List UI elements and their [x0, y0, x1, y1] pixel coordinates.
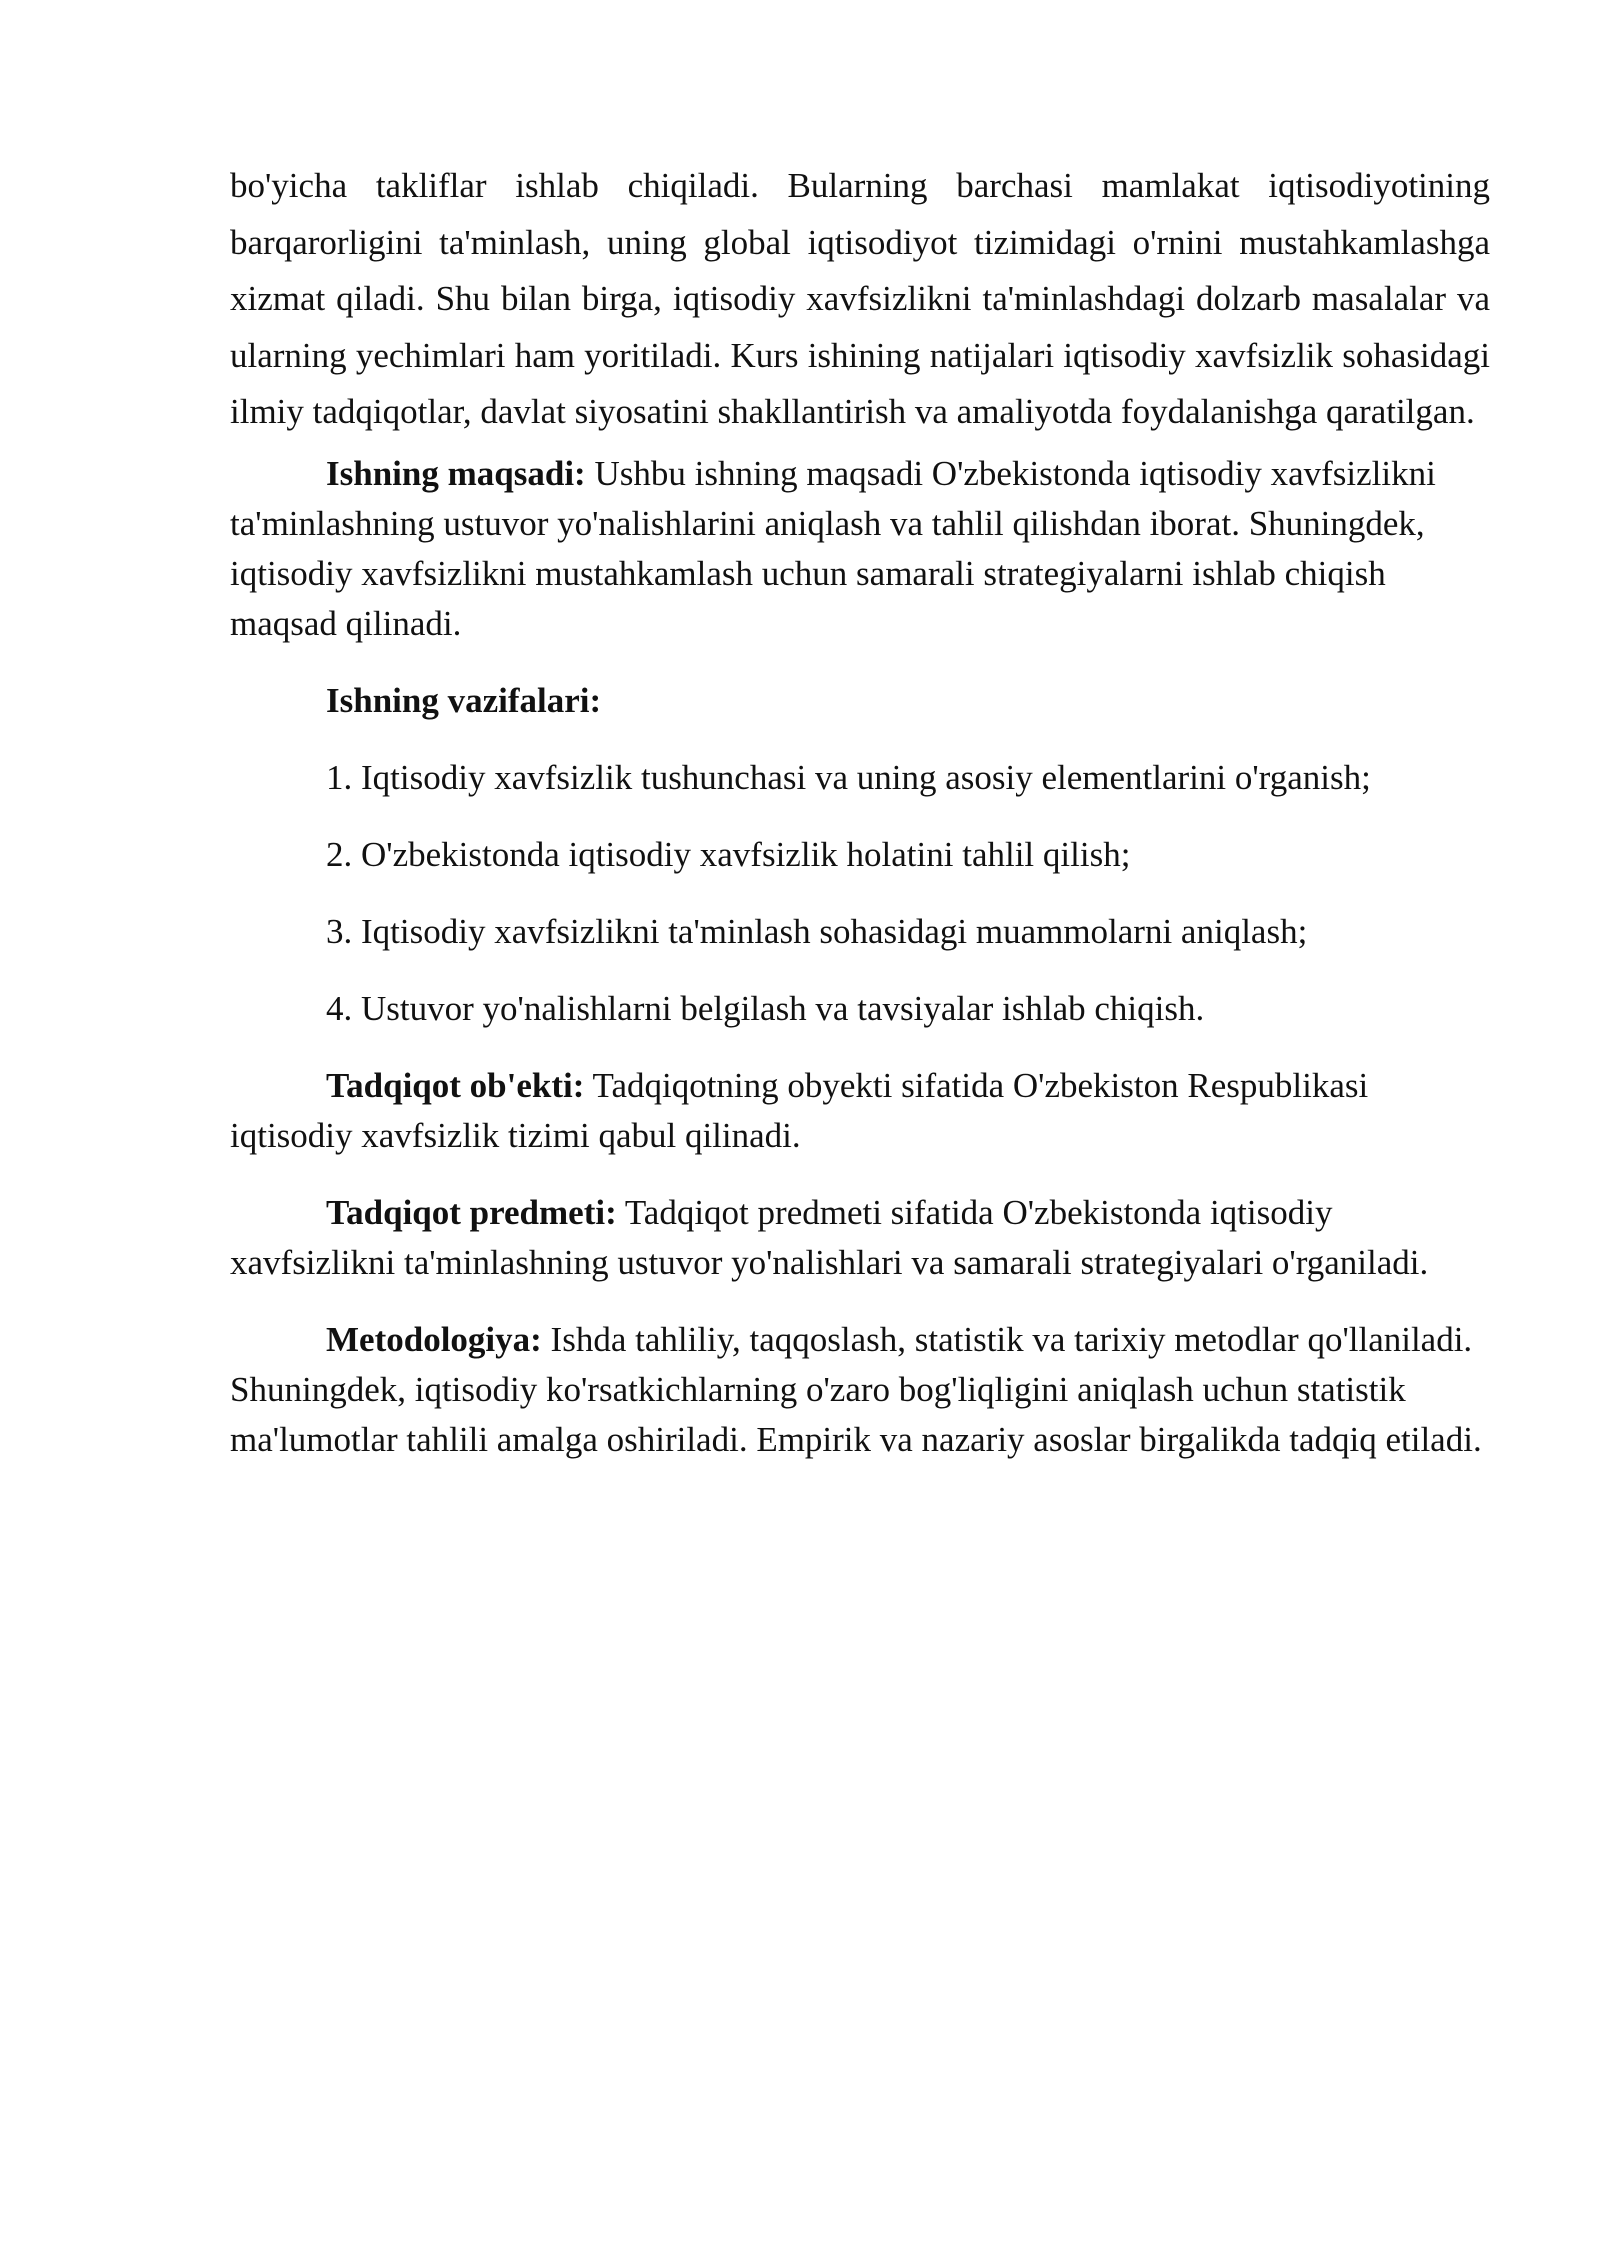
- task-item: 2. O'zbekistonda iqtisodiy xavfsizlik holatini tahlil qilish;: [326, 834, 1131, 874]
- subject-paragraph: [230, 1188, 1490, 1288]
- methodology-text: Ishda tahliliy, taqqoslash, statistik va tarixiy metodlar qo'llaniladi. Shuningdek, iqtisodiy ko'rsatkichlarning o'zaro bog'liqligini aniqlash uchun statistik ma'lumotlar tahlili amalga oshiriladi. Empirik va nazariy asoslar birgalikda tadqiq etiladi.: [230, 1319, 1482, 1459]
- task-item: 1. Iqtisodiy xavfsizlik tushunchasi va uning asosiy elementlarini o'rganish;: [326, 757, 1371, 797]
- goal-paragraph: [230, 449, 1490, 649]
- methodology-label: Metodologiya:: [326, 1319, 542, 1359]
- tasks-label: Ishning vazifalari:: [326, 680, 602, 720]
- intro-paragraph: bo'yicha takliflar ishlab chiqiladi. Bularning barchasi mamlakat iqtisodiyotining barqarorligini ta'minlash, uning global iqtisodiyot tizimidagi o'rnini mustahkamlashga xizmat qiladi. Shu bilan birga, iqtisodiy xavfsizlikni ta'minlashdagi dolzarb masalalar va ularning yechimlari ham yoritiladi. Kurs ishining natijalari iqtisodiy xavfsizlik sohasidagi ilmiy tadqiqotlar, davlat siyosatini shakllantirish va amaliyotda foydalanishga qaratilgan.: [230, 166, 1490, 431]
- subject-text: Tadqiqot predmeti sifatida O'zbekistonda iqtisodiy xavfsizlikni ta'minlashning ustuvor yo'nalishlari va samarali strategiyalari o'rganiladi.: [230, 1192, 1429, 1282]
- object-label: Tadqiqot ob'ekti:: [326, 1065, 585, 1105]
- task-item: 3. Iqtisodiy xavfsizlikni ta'minlash sohasidagi muammolarni aniqlash;: [326, 911, 1308, 951]
- goal-label: Ishning maqsadi:: [326, 453, 586, 493]
- goal-text: Ushbu ishning maqsadi O'zbekistonda iqtisodiy xavfsizlikni ta'minlashning ustuvor yo'nalishlarini aniqlash va tahlil qilishdan iborat. Shuningdek, iqtisodiy xavfsizlikni mustahkamlash uchun samarali strategiyalarni ishlab chiqish maqsad qilinadi.: [230, 453, 1436, 643]
- tasks-heading: [230, 676, 1490, 726]
- tasks-list: [230, 753, 1490, 1034]
- object-paragraph: [230, 1061, 1490, 1161]
- task-item: 4. Ustuvor yo'nalishlarni belgilash va tavsiyalar ishlab chiqish.: [326, 988, 1205, 1028]
- subject-label: Tadqiqot predmeti:: [326, 1192, 617, 1232]
- object-text: Tadqiqotning obyekti sifatida O'zbekiston Respublikasi iqtisodiy xavfsizlik tizimi qabul qilinadi.: [230, 1065, 1369, 1155]
- document-page: [230, 158, 1490, 1465]
- methodology-paragraph: [230, 1315, 1490, 1465]
